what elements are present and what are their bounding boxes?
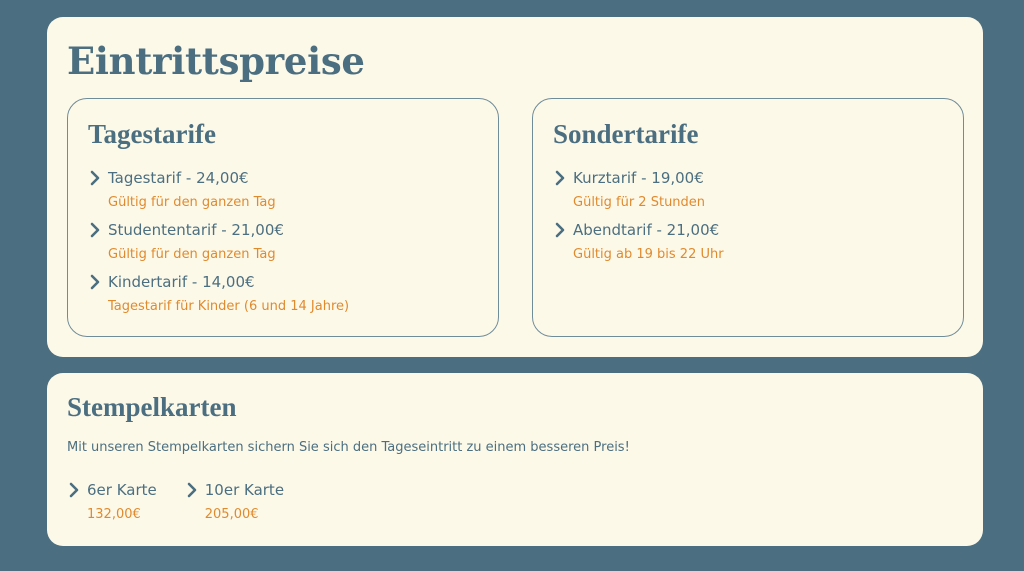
list-item	[88, 272, 349, 324]
stamp-cards-intro: Mit unseren Stempelkarten sichern Sie sich den Tageseintritt zu einem besseren Preis!	[67, 440, 630, 455]
rate-description: Tagestarif für Kinder (6 und 14 Jahre)	[108, 299, 350, 314]
rate-name: Kindertarif - 14,00€	[108, 273, 255, 291]
list-item	[553, 168, 724, 220]
list-item	[553, 220, 724, 272]
stamp-card-name: 10er Karte	[204, 481, 285, 499]
stamp-cards-card	[47, 373, 983, 546]
stamp-card-price: 132,00€	[87, 507, 141, 522]
chevron-right-icon	[553, 169, 569, 187]
day-rates-box	[67, 98, 499, 337]
stamp-card-name: 6er Karte	[87, 481, 157, 499]
rate-description: Gültig für 2 Stunden	[573, 195, 706, 210]
rate-description: Gültig für den ganzen Tag	[108, 195, 276, 210]
chevron-right-icon	[88, 221, 104, 239]
list-item	[67, 480, 157, 524]
rate-name: Abendtarif - 21,00€	[573, 221, 720, 239]
list-item	[185, 480, 284, 524]
list-item	[88, 168, 349, 220]
rate-description: Gültig ab 19 bis 22 Uhr	[573, 247, 724, 262]
special-rates-title: Sondertarife	[553, 119, 699, 149]
rate-name: Kurztarif - 19,00€	[573, 169, 704, 187]
day-rates-list	[88, 168, 349, 324]
rate-name: Studententarif - 21,00€	[108, 221, 284, 239]
special-rates-list	[553, 168, 724, 272]
page-title: Eintrittspreise	[67, 39, 365, 83]
special-rates-box	[532, 98, 964, 337]
chevron-right-icon	[185, 481, 201, 499]
rate-description: Gültig für den ganzen Tag	[108, 247, 276, 262]
stamp-card-price: 205,00€	[204, 507, 259, 522]
chevron-right-icon	[67, 481, 83, 499]
chevron-right-icon	[553, 221, 569, 239]
chevron-right-icon	[88, 273, 104, 291]
rate-name: Tagestarif - 24,00€	[108, 169, 249, 187]
admission-prices-card	[47, 17, 983, 357]
chevron-right-icon	[88, 169, 104, 187]
stamp-cards-list	[67, 480, 312, 524]
day-rates-title: Tagestarife	[88, 119, 216, 149]
stamp-cards-title: Stempelkarten	[67, 392, 237, 422]
list-item	[88, 220, 349, 272]
